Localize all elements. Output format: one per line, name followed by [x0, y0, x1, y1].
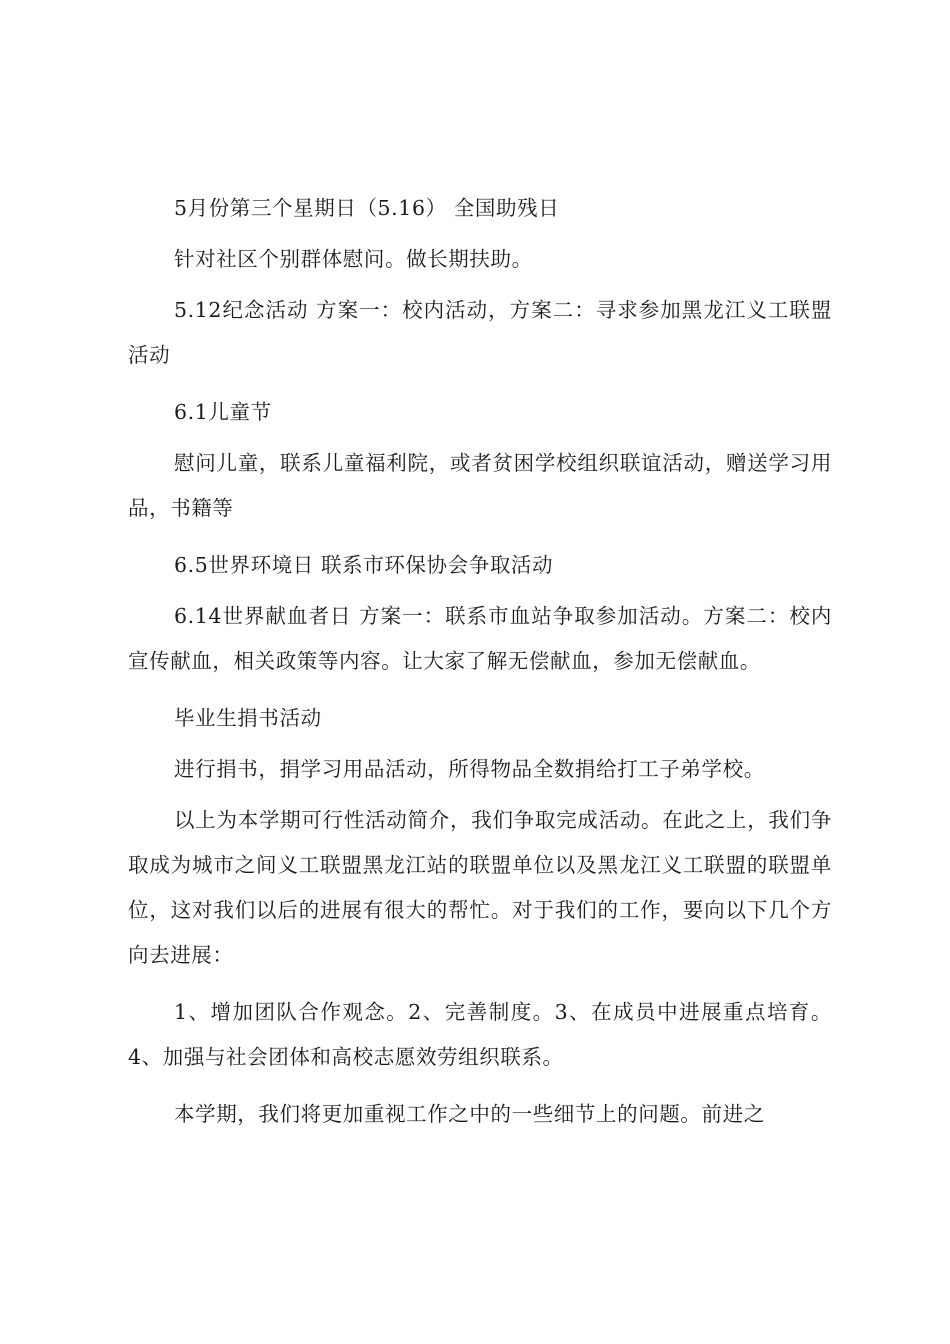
paragraph-book-donation-title: 毕业生捐书活动	[174, 706, 322, 730]
paragraph-childrens-day: 6.1儿童节	[174, 400, 272, 424]
paragraph-summary: 以上为本学期可行性活动简介，我们争取完成活动。在此之上，我们争取成为城市之间义工联盟黑龙江站的联盟单位以及黑龙江义工联盟的联盟单位，这对我们以后的进展有很大的帮忙。对于我们的工作，要向以下几个方向去进展：	[128, 808, 832, 967]
paragraph-directions: 1、增加团队合作观念。2、完善制度。3、在成员中进展重点培育。4、加强与社会团体和高校志愿效劳组织联系。	[128, 1000, 832, 1069]
paragraph-visit-children: 慰问儿童，联系儿童福利院，或者贫困学校组织联谊活动，赠送学习用品，书籍等	[128, 451, 832, 520]
document-body	[128, 186, 832, 1149]
paragraph-book-donation: 进行捐书，捐学习用品活动，所得物品全数捐给打工子弟学校。	[174, 757, 765, 781]
paragraph-community-visit: 针对社区个别群体慰问。做长期扶助。	[174, 247, 533, 271]
paragraph-disability-day: 5月份第三个星期日（5.16） 全国助残日	[174, 196, 560, 220]
paragraph-512-memorial: 5.12纪念活动 方案一：校内活动，方案二：寻求参加黑龙江义工联盟活动	[128, 298, 832, 367]
paragraph-blood-donor-day: 6.14世界献血者日 方案一：联系市血站争取参加活动。方案二：校内宣传献血，相关政策等内容。让大家了解无偿献血，参加无偿献血。	[128, 604, 832, 673]
paragraph-environment-day: 6.5世界环境日 联系市环保协会争取活动	[174, 553, 554, 577]
paragraph-semester-focus: 本学期，我们将更加重视工作之中的一些细节上的问题。前进之	[174, 1102, 765, 1126]
